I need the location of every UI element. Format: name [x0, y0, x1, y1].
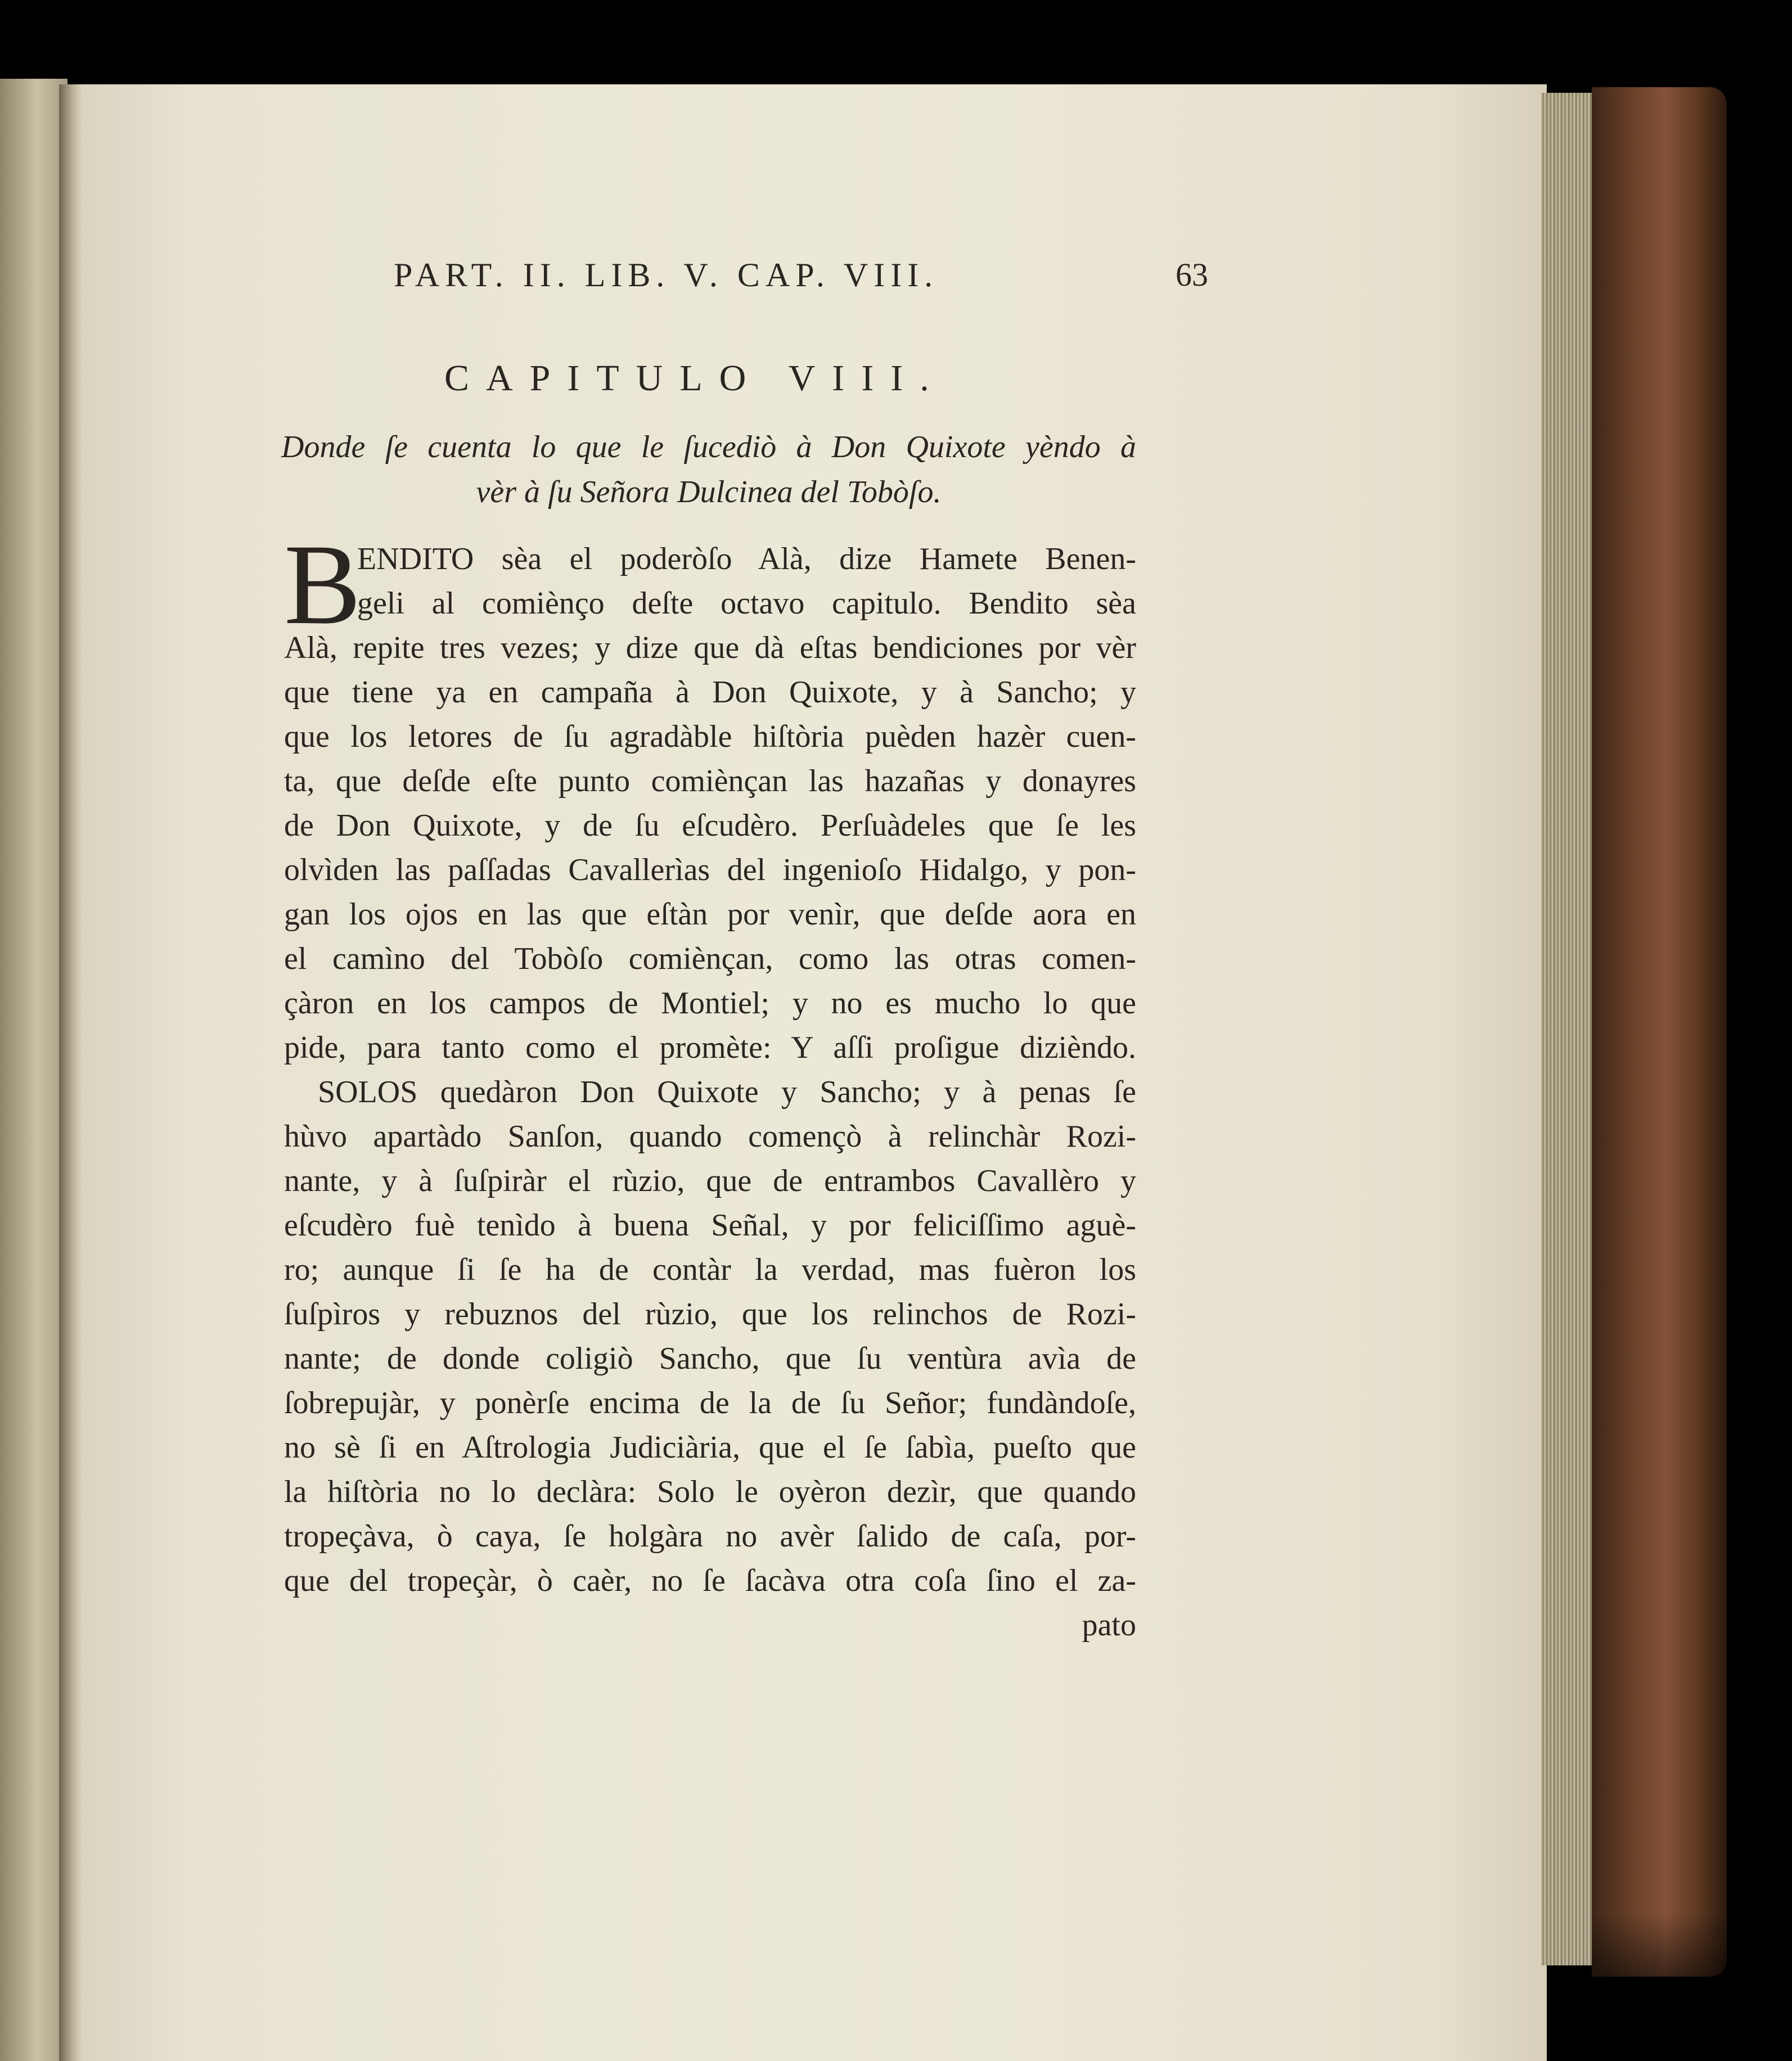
body-line: gan los ojos en las que eſtàn por venìr, que deſde aora en [284, 897, 1136, 932]
body-line: ſuſpìros y rebuznos del rùzio, que los relinchos de Rozi- [284, 1297, 1136, 1332]
leather-cover [1592, 87, 1727, 1977]
body-line: eſcudèro fuè tenìdo à buena Señal, y por feliciſſimo aguè- [284, 1208, 1136, 1243]
body-line: ſobrepujàr, y ponèrſe encima de la de ſu Señor; fundàndoſe, [284, 1386, 1136, 1420]
body-text [284, 521, 1136, 1648]
catchword: pato [1082, 1608, 1136, 1643]
body-line: pide, para tanto como el promète: Y aſſi proſigue dizièndo. [284, 1030, 1136, 1065]
previous-page-edge [0, 79, 67, 2061]
drop-cap: B [284, 521, 361, 648]
subtitle-line: vèr à ſu Señora Dulcinea del Tobòſo. [476, 475, 942, 509]
body-line: que del tropeçàr, ò caèr, no ſe ſacàva otra coſa ſino el za- [284, 1563, 1136, 1598]
page-gutter [59, 84, 82, 2061]
body-line: de Don Quixote, y de ſu eſcudèro. Perſuàdeles que ſe les [284, 808, 1136, 843]
page-fore-edge [1541, 93, 1595, 1965]
cover-shadow [1592, 1912, 1727, 1977]
body-line: hùvo apartàdo Sanſon, quando començò à relinchàr Rozi- [284, 1119, 1136, 1154]
chapter-title: CAPITULO VIII. [444, 358, 946, 399]
page-number: 63 [1176, 256, 1208, 293]
body-line: SOLOS quedàron Don Quixote y Sancho; y à penas ſe [318, 1075, 1136, 1110]
body-line: çàron en los campos de Montiel; y no es mucho lo que [284, 986, 1136, 1021]
body-line: la hiſtòria no lo declàra: Solo le oyèron dezìr, que quando [284, 1474, 1136, 1509]
body-line: tropeçàva, ò caya, ſe holgàra no avèr ſalido de caſa, por- [284, 1519, 1136, 1554]
body-line: que tiene ya en campaña à Don Quixote, y à Sancho; y [284, 675, 1136, 710]
subtitle-line: Donde ſe cuenta lo que le ſucediò à Don Quixote yèndo à [281, 430, 1136, 464]
body-line: olvìden las paſſadas Cavallerìas del ingenioſo Hidalgo, y pon- [284, 853, 1136, 887]
body-line: geli al comiènço deſte octavo capitulo. Bendito sèa [357, 586, 1136, 621]
body-line: nante; de donde coligiò Sancho, que ſu ventùra avìa de [284, 1341, 1136, 1376]
body-line: ta, que deſde eſte punto comiènçan las hazañas y donayres [284, 764, 1136, 799]
body-line: ENDITO sèa el poderòſo Alà, dize Hamete Benen- [357, 542, 1136, 576]
chapter-subtitle [281, 425, 1136, 515]
body-line: ro; aunque ſi ſe ha de contàr la verdad, mas fuèron los [284, 1252, 1136, 1287]
body-line: nante, y à ſuſpiràr el rùzio, que de entrambos Cavallèro y [284, 1163, 1136, 1198]
body-line: el camìno del Tobòſo comiènçan, como las otras comen- [284, 941, 1136, 976]
body-line: no sè ſi en Aſtrologia Judiciària, que el ſe ſabìa, pueſto que [284, 1430, 1136, 1465]
body-line: Alà, repite tres vezes; y dize que dà eſtas bendiciones por vèr [284, 630, 1136, 665]
body-line: que los letores de ſu agradàble hiſtòria puèden hazèr cuen- [284, 719, 1136, 754]
running-head: PART. II. LIB. V. CAP. VIII. [394, 256, 939, 294]
